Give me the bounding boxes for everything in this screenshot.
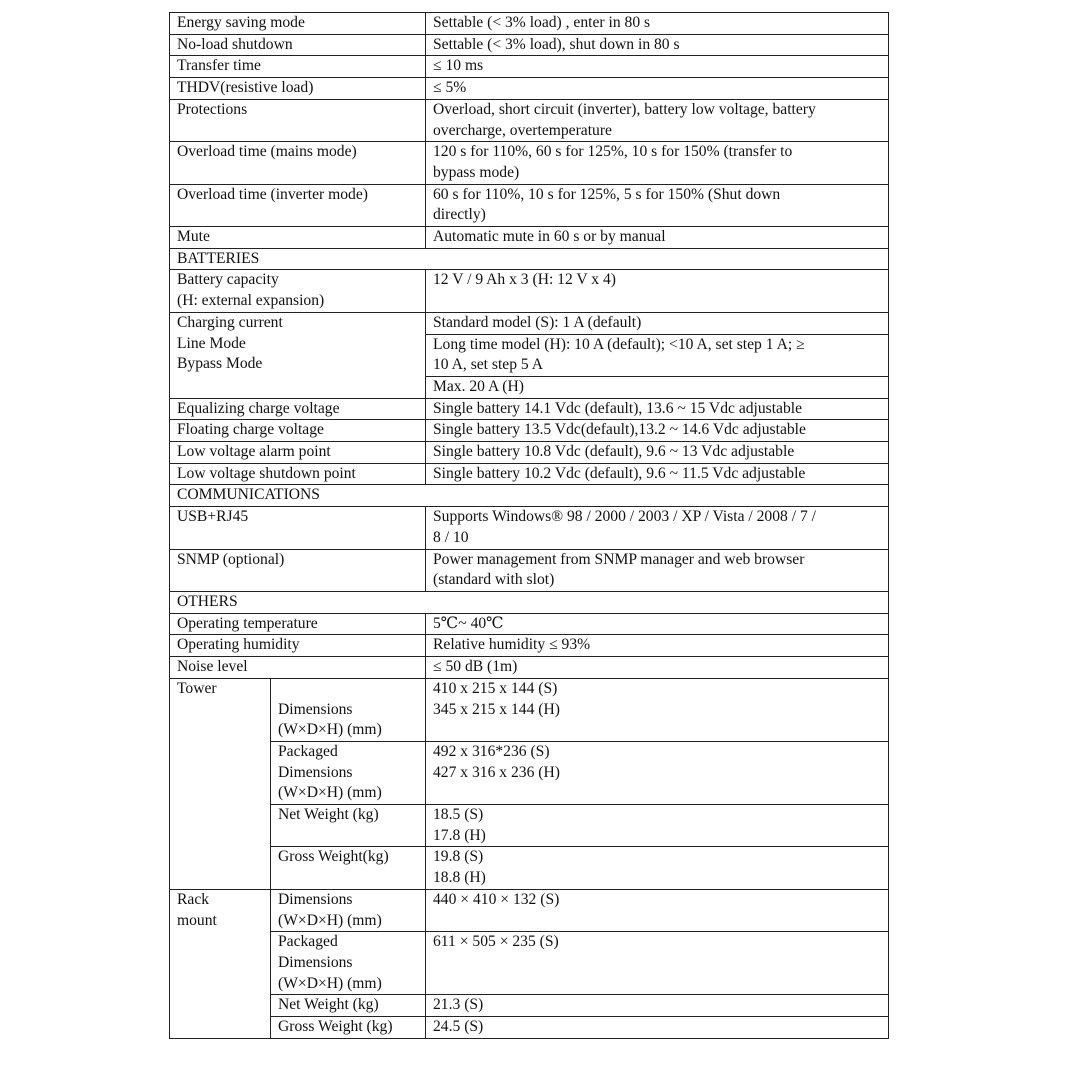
section-header-row bbox=[170, 248, 889, 270]
table-row bbox=[170, 142, 889, 184]
spec-value: 18.5 (S) 17.8 (H) bbox=[426, 805, 889, 847]
spec-label: Low voltage shutdown point bbox=[170, 463, 426, 485]
table-row bbox=[170, 56, 889, 78]
spec-value: Overload, short circuit (inverter), battery low voltage, battery overcharge, overtemperature bbox=[426, 99, 889, 141]
section-heading-communications: COMMUNICATIONS bbox=[170, 485, 889, 507]
spec-value: Power management from SNMP manager and web browser (standard with slot) bbox=[426, 549, 889, 591]
table-row bbox=[170, 613, 889, 635]
spec-label: Overload time (inverter mode) bbox=[170, 184, 426, 226]
spec-sublabel: Net Weight (kg) bbox=[271, 805, 426, 847]
spec-value: 5℃~ 40℃ bbox=[426, 613, 889, 635]
spec-value: Single battery 10.8 Vdc (default), 9.6 ~ 13 Vdc adjustable bbox=[426, 442, 889, 464]
group-label-tower: Tower bbox=[170, 678, 271, 889]
table-row bbox=[170, 805, 889, 847]
spec-table bbox=[169, 12, 889, 1039]
table-row bbox=[170, 78, 889, 100]
table-row bbox=[170, 549, 889, 591]
spec-value: 492 x 316*236 (S) 427 x 316 x 236 (H) bbox=[426, 741, 889, 804]
spec-value: Single battery 14.1 Vdc (default), 13.6 ~ 15 Vdc adjustable bbox=[426, 398, 889, 420]
spec-sublabel: Dimensions (W×D×H) (mm) bbox=[271, 889, 426, 931]
table-row bbox=[170, 932, 889, 995]
spec-label: USB+RJ45 bbox=[170, 507, 426, 549]
spec-label: Operating temperature bbox=[170, 613, 426, 635]
spec-label: No-load shutdown bbox=[170, 34, 426, 56]
table-row bbox=[170, 1017, 889, 1039]
spec-label: Floating charge voltage bbox=[170, 420, 426, 442]
spec-value: Relative humidity ≤ 93% bbox=[426, 635, 889, 657]
spec-value: 410 x 215 x 144 (S) 345 x 215 x 144 (H) bbox=[426, 678, 889, 741]
spec-sublabel: Net Weight (kg) bbox=[271, 995, 426, 1017]
spec-label: Equalizing charge voltage bbox=[170, 398, 426, 420]
table-row bbox=[170, 398, 889, 420]
table-row bbox=[170, 463, 889, 485]
spec-value: 19.8 (S) 18.8 (H) bbox=[426, 847, 889, 889]
spec-value: Standard model (S): 1 A (default) bbox=[426, 312, 889, 334]
spec-label: Mute bbox=[170, 227, 426, 249]
spec-value: 12 V / 9 Ah x 3 (H: 12 V x 4) bbox=[426, 270, 889, 312]
spec-value: Single battery 13.5 Vdc(default),13.2 ~ 14.6 Vdc adjustable bbox=[426, 420, 889, 442]
table-row bbox=[170, 227, 889, 249]
table-row bbox=[170, 678, 889, 741]
section-heading-batteries: BATTERIES bbox=[170, 248, 889, 270]
spec-value: Max. 20 A (H) bbox=[426, 376, 889, 398]
spec-value: 21.3 (S) bbox=[426, 995, 889, 1017]
spec-value: ≤ 5% bbox=[426, 78, 889, 100]
spec-value: ≤ 10 ms bbox=[426, 56, 889, 78]
spec-value: 60 s for 110%, 10 s for 125%, 5 s for 150% (Shut down directly) bbox=[426, 184, 889, 226]
spec-value: 440 × 410 × 132 (S) bbox=[426, 889, 889, 931]
spec-label: Noise level bbox=[170, 657, 426, 679]
spec-label: Energy saving mode bbox=[170, 13, 426, 35]
spec-value: Long time model (H): 10 A (default); <10 A, set step 1 A; ≥ 10 A, set step 5 A bbox=[426, 334, 889, 376]
spec-label: SNMP (optional) bbox=[170, 549, 426, 591]
spec-value: Settable (< 3% load), shut down in 80 s bbox=[426, 34, 889, 56]
table-row bbox=[170, 889, 889, 931]
table-row bbox=[170, 312, 889, 334]
spec-value: 24.5 (S) bbox=[426, 1017, 889, 1039]
table-row bbox=[170, 34, 889, 56]
section-header-row bbox=[170, 591, 889, 613]
spec-value: 611 × 505 × 235 (S) bbox=[426, 932, 889, 995]
table-row bbox=[170, 270, 889, 312]
spec-label: THDV(resistive load) bbox=[170, 78, 426, 100]
spec-value: Automatic mute in 60 s or by manual bbox=[426, 227, 889, 249]
table-row bbox=[170, 635, 889, 657]
spec-value: Settable (< 3% load) , enter in 80 s bbox=[426, 13, 889, 35]
table-row bbox=[170, 99, 889, 141]
table-row bbox=[170, 13, 889, 35]
table-row bbox=[170, 507, 889, 549]
spec-label: Protections bbox=[170, 99, 426, 141]
table-row bbox=[170, 442, 889, 464]
spec-value: Supports Windows® 98 / 2000 / 2003 / XP / Vista / 2008 / 7 / 8 / 10 bbox=[426, 507, 889, 549]
spec-sublabel: Packaged Dimensions (W×D×H) (mm) bbox=[271, 741, 426, 804]
table-row bbox=[170, 995, 889, 1017]
spec-sublabel: Gross Weight(kg) bbox=[271, 847, 426, 889]
group-label-rack-mount: Rack mount bbox=[170, 889, 271, 1038]
spec-sublabel: Dimensions (W×D×H) (mm) bbox=[271, 678, 426, 741]
spec-sublabel: Gross Weight (kg) bbox=[271, 1017, 426, 1039]
spec-value: 120 s for 110%, 60 s for 125%, 10 s for 150% (transfer to bypass mode) bbox=[426, 142, 889, 184]
section-header-row bbox=[170, 485, 889, 507]
spec-label: Transfer time bbox=[170, 56, 426, 78]
spec-sublabel: Packaged Dimensions (W×D×H) (mm) bbox=[271, 932, 426, 995]
spec-value: ≤ 50 dB (1m) bbox=[426, 657, 889, 679]
spec-value: Single battery 10.2 Vdc (default), 9.6 ~ 11.5 Vdc adjustable bbox=[426, 463, 889, 485]
spec-label: Operating humidity bbox=[170, 635, 426, 657]
section-heading-others: OTHERS bbox=[170, 591, 889, 613]
spec-label: Low voltage alarm point bbox=[170, 442, 426, 464]
table-row bbox=[170, 657, 889, 679]
spec-label: Overload time (mains mode) bbox=[170, 142, 426, 184]
spec-label: Battery capacity (H: external expansion) bbox=[170, 270, 426, 312]
spec-label: Charging current Line Mode Bypass Mode bbox=[170, 312, 426, 398]
table-row bbox=[170, 184, 889, 226]
table-row bbox=[170, 741, 889, 804]
table-row bbox=[170, 847, 889, 889]
table-row bbox=[170, 420, 889, 442]
